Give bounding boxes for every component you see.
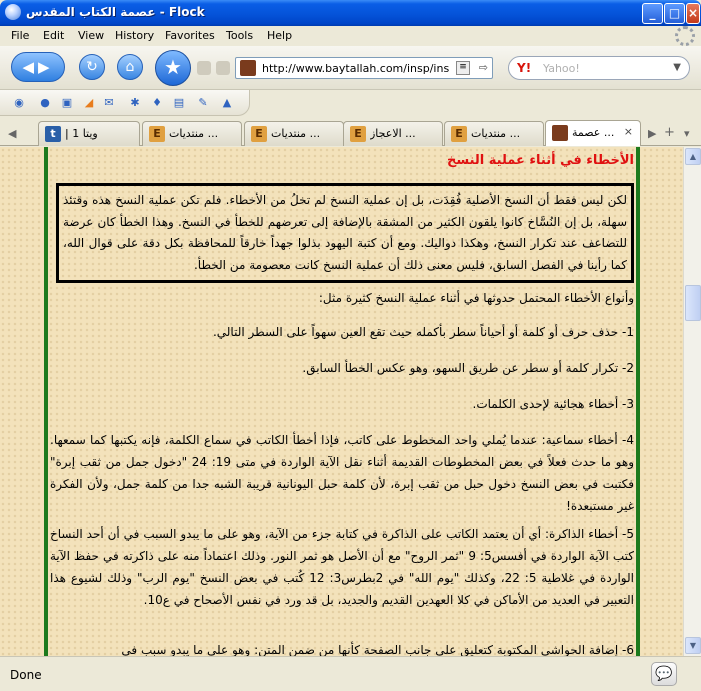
blog-editor-icon[interactable]: ✎ xyxy=(198,96,208,109)
navigation-bar xyxy=(0,46,701,90)
tab-5[interactable] xyxy=(444,121,544,146)
tab-scroll-right-icon[interactable]: ▶ xyxy=(648,127,657,140)
minimize-button[interactable]: _ xyxy=(642,3,663,24)
tab-scroll-left-icon[interactable]: ◀ xyxy=(8,127,17,140)
tab-strip xyxy=(0,116,701,146)
tab-6-label: عصمة ... xyxy=(572,126,615,139)
rss-icon[interactable]: ◢ xyxy=(84,96,94,109)
url-input[interactable]: http://www.baytallah.com/insp/ins xyxy=(262,62,450,75)
vertical-scrollbar[interactable] xyxy=(683,147,701,656)
menu-help[interactable]: Help xyxy=(267,29,293,42)
article xyxy=(50,147,634,656)
tab-1-label: | 1 ويتا xyxy=(65,127,98,140)
search-dropdown-icon[interactable]: ▼ xyxy=(673,62,681,73)
left-border-line xyxy=(44,147,48,656)
search-input[interactable]: Yahoo! xyxy=(543,62,580,75)
window-title: عصمة الكتاب المقدس - Flock xyxy=(26,5,205,19)
list-item-6: 6- إضافة الحواشي المكتوبة كتعليق على جانب الصفحة كأنها من ضمن المتن: وهو على ما يبدو سبب في xyxy=(121,643,634,656)
throbber-icon xyxy=(675,26,695,46)
status-text: Done xyxy=(10,668,42,682)
list-item-1: 1- حذف حرف أو كلمة أو أحياناً سطر بأكمله حيث تقع العين سهواً على السطر التالي. xyxy=(212,325,634,339)
tab-5-favicon-icon: E xyxy=(451,126,467,142)
tab-2[interactable] xyxy=(142,121,242,146)
site-favicon-icon xyxy=(240,60,256,76)
intro-paragraph: وأنواع الأخطاء المحتمل حدوثها في أثناء عملية النسخ كثيرة مثل: xyxy=(318,291,634,305)
tab-4-label: الاعجاز ... xyxy=(370,127,416,140)
close-button[interactable]: × xyxy=(686,3,700,24)
page-content xyxy=(0,147,683,656)
menu-edit[interactable]: Edit xyxy=(43,29,65,42)
tab-1[interactable] xyxy=(38,121,140,146)
menu-file[interactable]: File xyxy=(11,29,30,42)
flock-app-icon[interactable] xyxy=(5,4,21,20)
search-box[interactable] xyxy=(508,56,690,80)
menu-tools[interactable]: Tools xyxy=(226,29,254,42)
menu-favorites[interactable]: Favorites xyxy=(165,29,215,42)
feed-icon[interactable]: ≡ xyxy=(456,61,470,75)
menu-bar xyxy=(0,26,701,46)
tab-4[interactable] xyxy=(343,121,443,146)
tab-5-label: منتديات ... xyxy=(471,127,521,140)
framed-paragraph xyxy=(56,183,634,283)
tab-6-favicon-icon: ■ xyxy=(552,125,568,141)
star-favorite-icon[interactable]: ★ xyxy=(155,50,191,86)
title-bar xyxy=(0,0,701,26)
people-icon[interactable]: ● xyxy=(40,96,50,109)
tab-close-icon[interactable]: × xyxy=(623,125,633,138)
search-engine-icon[interactable]: Y! xyxy=(517,61,532,75)
framed-paragraph-text: لكن ليس فقط أن النسخ الأصلية فُقِدَت، بل إن عملية النسخ لم تخلُ من الأخطاء. فلم تكن عملية النسخ هذه وقتئذ سهلة، بل إن النُسَّاخ كانوا يلقون الكثير من المشقة بالإضافة إلى تعرضهم للخطأ في النسخ. وهذا الخطأ كان عرضة للتضاعف عند تكرار النسخ، وهكذا دواليك. ومع أن كتبة اليهود بذلوا جهداً خارقاً للمحافظة بكل دقة على قوال الله، كما رأينا في الفصل السابق، فليس معنى ذلك أن عملية النسخ كانت معصومة من الخطأ. xyxy=(63,193,627,272)
scroll-thumb[interactable] xyxy=(685,285,701,321)
maximize-button[interactable]: □ xyxy=(664,3,685,24)
new-tab-icon[interactable]: + xyxy=(664,125,675,140)
tab-6-active[interactable] xyxy=(545,120,641,146)
tab-3-label: منتديات ... xyxy=(271,127,321,140)
mail-icon[interactable]: ✉ xyxy=(104,96,114,109)
list-item-2: 2- تكرار كلمة أو سطر عن طريق السهو، وهو عكس الخطأ السابق. xyxy=(302,361,634,375)
menu-view[interactable]: View xyxy=(78,29,105,42)
status-bar xyxy=(0,656,701,691)
url-bar[interactable] xyxy=(235,57,493,79)
go-arrow-icon[interactable]: ⇨ xyxy=(478,61,488,74)
web-snippets-icon[interactable]: ✱ xyxy=(130,96,140,109)
tab-list-icon[interactable]: ▾ xyxy=(684,127,690,140)
home-icon[interactable]: ⌂ xyxy=(117,54,143,80)
tab-3[interactable] xyxy=(244,121,344,146)
tools-toolbar xyxy=(0,90,701,116)
reload-icon[interactable]: ↻ xyxy=(79,54,105,80)
article-heading: الأخطاء في أثناء عملية النسخ xyxy=(447,153,634,168)
back-forward-button[interactable]: ◀▶ xyxy=(11,52,65,82)
tab-1-favicon-icon: t xyxy=(45,126,61,142)
upload-icon[interactable]: ▲ xyxy=(222,96,232,109)
scroll-down-icon[interactable]: ▼ xyxy=(685,637,701,654)
favorites-icon[interactable]: ♦ xyxy=(152,96,162,109)
blog-icon[interactable] xyxy=(216,61,230,75)
chat-bubble-icon[interactable]: 💬 xyxy=(651,662,677,686)
tab-4-favicon-icon: E xyxy=(350,126,366,142)
list-item-3: 3- أخطاء هجائية لإحدى الكلمات. xyxy=(472,397,634,411)
web-clipboard-icon[interactable]: ▤ xyxy=(173,96,185,109)
tab-3-favicon-icon: E xyxy=(251,126,267,142)
tab-2-label: منتديات ... xyxy=(169,127,219,140)
list-item-5: 5- أخطاء الذاكرة: أي أن يعتمد الكاتب على الذاكرة في كتابة جزء من الآية، وهو على ما يبدو السبب في أن أحد النساخ كتب الآية الواردة في أفسس5: 9 "ثمر الروح" مع أن الأصل هو ثمر النور. وذلك اعتماداً منه على ذاكرته في حفظ الآية الواردة في غلاطية 5: 22، وكذلك "يوم الله" في 2بطرس3: 12 كُتب في بعض النسخ "يوم الرب" وذلك لشيوع هذا التعبير في العديد من الأماكن في كلا العهدين القديم والجديد، بل قد ورد في نفس الأصحاح في ع10. xyxy=(50,527,635,607)
list-item-4: 4- أخطاء سماعية: عندما يُملي واحد المخطوط على كاتب، فإذا أخطأ الكاتب في سماع الكلمة، فإنه يكتبها كما سمعها. وهو ما حدث فعلاً في بعض المخطوطات القديمة أثناء نقل الآية الواردة في متى 19: 24 "دخول جمل من ثقب إبرة" فكتبت في بعض النسخ دخول حبل من ثقب إبرة، لأن كلمة حبل اليونانية قريبة الشبه جدا من كلمة جمل، ولأن الفكرة غير مستبعدة! xyxy=(50,433,635,513)
tab-2-favicon-icon: E xyxy=(149,126,165,142)
right-border-line xyxy=(636,147,640,656)
scroll-up-icon[interactable]: ▲ xyxy=(685,148,701,165)
share-icon[interactable] xyxy=(197,61,211,75)
photos-icon[interactable]: ▣ xyxy=(61,96,73,109)
accounts-icon[interactable]: ◉ xyxy=(14,96,24,109)
menu-history[interactable]: History xyxy=(115,29,155,42)
